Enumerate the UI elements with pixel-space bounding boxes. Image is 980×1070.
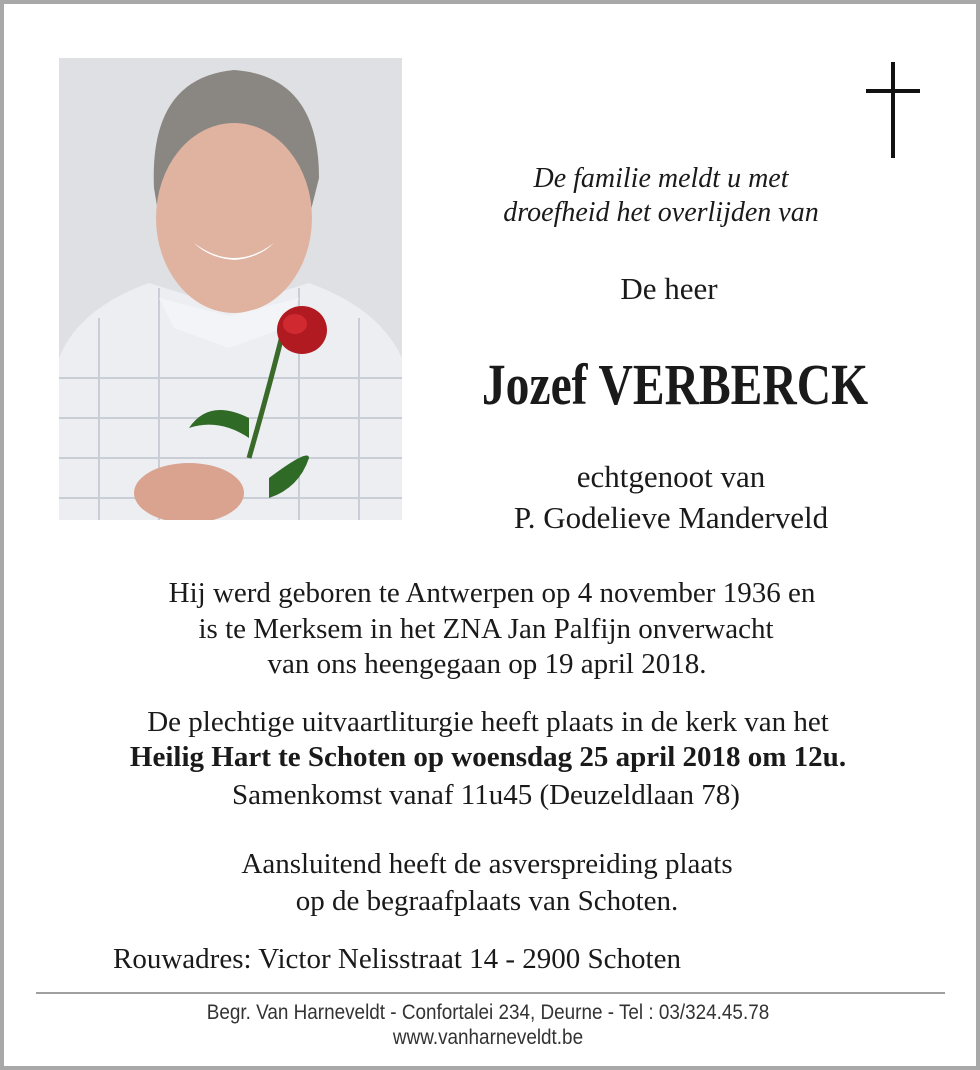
burial-line-1: Aansluitend heeft de asverspreiding plaats	[241, 848, 733, 880]
intro-line-2: droefheid het overlijden van	[503, 197, 819, 228]
cross-icon	[864, 62, 922, 158]
portrait-photo	[59, 58, 402, 520]
birth-line-1: Hij werd geboren te Antwerpen op 4 november 1936 en	[168, 577, 816, 609]
spouse-label: echtgenoot van	[576, 459, 766, 494]
birth-line-3: van ons heengegaan op 19 april 2018.	[267, 648, 707, 680]
birth-line-2: is te Merksem in het ZNA Jan Palfijn onverwacht	[198, 613, 774, 645]
undertaker-info: Begr. Van Harneveldt - Confortalei 234, Deurne - Tel : 03/324.45.78	[206, 1001, 770, 1024]
spouse-name: P. Godelieve Manderveld	[513, 500, 829, 535]
footer-divider	[36, 992, 945, 994]
funeral-line-1: De plechtige uitvaartliturgie heeft plaats in de kerk van het	[147, 706, 829, 738]
honorific: De heer	[620, 271, 718, 306]
undertaker-website[interactable]: www.vanharneveldt.be	[392, 1026, 584, 1049]
funeral-line-2: Heilig Hart te Schoten op woensdag 25 april 2018 om 12u.	[129, 741, 847, 773]
deceased-name: Jozef VERBERCK	[481, 352, 869, 417]
mourning-address: Rouwadres: Victor Nelisstraat 14 - 2900 Schoten	[113, 943, 681, 975]
burial-line-2: op de begraafplaats van Schoten.	[295, 885, 679, 917]
funeral-line-3: Samenkomst vanaf 11u45 (Deuzeldlaan 78)	[232, 779, 740, 811]
intro-line-1: De familie meldt u met	[533, 163, 789, 194]
portrait-image	[59, 58, 402, 520]
